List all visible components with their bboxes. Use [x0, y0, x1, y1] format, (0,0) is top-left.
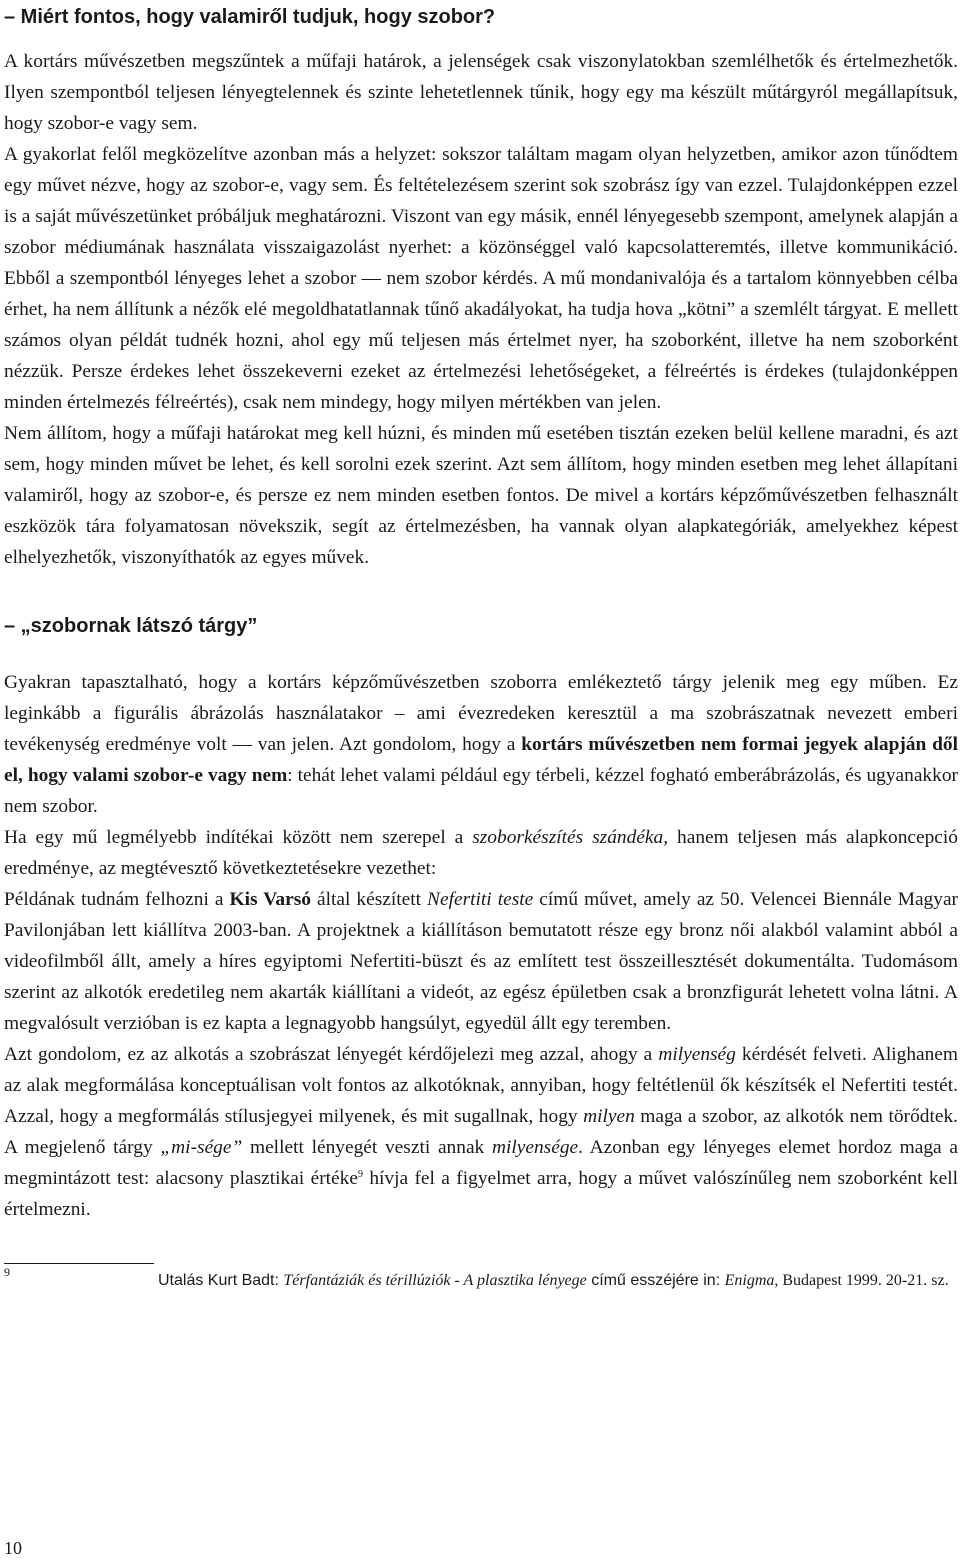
text-run: , Budapest 1999. 20-21. sz.	[774, 1272, 949, 1289]
footnote-reference[interactable]: 9	[357, 1169, 363, 1180]
text-run: maga a szobor, az alkotók nem törődtek. A megjelenő tárgy	[4, 1106, 958, 1158]
paragraph: A gyakorlat felől megközelítve azonban más a helyzet: sokszor találtam magam olyan helyzetben, amikor azon tűnődtem egy művet nézve, hogy az szobor-e, vagy sem. És feltételezésem szerint sok szobrász így van ezzel. Tulajdonképpen ezzel is a saját művészetünket próbáljuk meghatározni. Viszont van egy másik, ennél lényegesebb szempont, amelynek alapján a szobor médiumának használata visszaigazolást nyerhet: a közönséggel való kapcsolatteremtés, illetve kommunikáció. Ebből a szempontból lényeges lehet a szobor — nem szobor kérdés. A mű mondanivalója és a tartalom könnyebben célba érhet, ha nem állítunk a nézők elé megoldhatatlannak tűnő akadályokat, ha tudja hova „kötni” a szemlélt tárgyat. E mellett számos olyan példát tudnék hozni, ahol egy mű teljesen más értelmet nyer, ha szoborként, illetve ha nem szoborként nézzük. Persze érdekes lehet összekeverni ezeket az értelmezési lehetőségeket, a félreértés is érdekes (tulajdonképpen minden értelmezés félreértés), csak nem mindegy, hogy milyen mértékben van jelen.	[4, 144, 958, 413]
section-heading: – „szobornak látszó tárgy”	[4, 615, 258, 637]
bold-text: Kis Varsó	[229, 889, 311, 910]
text-run: kérdését felveti. Alighanem az alak megformálása konceptuálisan volt fontos az alkotóknak, annyiban, hogy feltétlenül ők készítsék el Nefertiti testét. Azzal, hogy a megformálás stílusjegyei milyenek, és mit sugallnak, hogy	[4, 1044, 959, 1127]
italic-text: Enigma	[724, 1272, 775, 1289]
text-run: című esszéjére in:	[586, 1272, 725, 1289]
italic-text: milyenség	[658, 1044, 736, 1065]
italic-text: szoborkészítés szándéka,	[472, 827, 669, 848]
text-run: Azt gondolom, ez az alkotás a szobrászat lényegét kérdőjelezi meg azzal, ahogy a	[4, 1044, 659, 1065]
bold-text: kortárs művészetben nem formai jegyek alapján dől el, hogy valami szobor-e vagy nem	[4, 734, 958, 786]
text-run: Gyakran tapasztalható, hogy a kortárs képzőművészetben szoborra emlékeztető tárgy jelenik meg egy műben. Ez leginkább a figurális ábrázolás használatakor – ami évezredeken keresztül a ma szobrászatnak nevezett emberi tevékenység eredménye volt — van jelen. Azt gondolom, hogy a	[4, 672, 958, 755]
text-run: : tehát lehet valami például egy térbeli, kézzel fogható emberábrázolás, és ugyanakkor nem szobor.	[4, 765, 958, 817]
italic-text: Térfantáziák és térillúziók - A plasztika lényege	[283, 1272, 587, 1289]
footnote-divider	[4, 1263, 154, 1264]
text-run: Ha egy mű legmélyebb indítékai között nem szerepel a	[4, 827, 473, 848]
paragraph	[4, 1039, 958, 1225]
italic-text: milyen	[583, 1106, 635, 1127]
paragraph	[4, 884, 958, 1039]
paragraph	[4, 667, 958, 822]
paragraph	[4, 822, 958, 884]
paragraph: Nem állítom, hogy a műfaji határokat meg kell húzni, és minden mű esetében tisztán ezeken belül kellene maradni, és azt sem, hogy minden művet be lehet, és kell sorolni ezek szerint. Azt sem állítom, hogy minden esetben meg lehet állapítani valamiről, hogy az szobor-e, és persze ez nem minden esetben fontos. De mivel a kortárs képzőművészetben felhasznált eszközök tára folyamatosan növekszik, segít az értelmezésben, ha vannak olyan alapkategóriák, amelyekhez képest elhelyezhetők, viszonyíthatók az egyes művek.	[4, 423, 958, 568]
italic-text: Nefertiti teste	[427, 889, 534, 910]
italic-text: milyensége	[491, 1137, 579, 1158]
text-run: hanem teljesen más alapkoncepció eredménye, az megtévesztő következtetésekre vezethet:	[4, 827, 958, 879]
text-run: . Azonban egy lényeges elemet hordoz maga a megmintázott test: alacsony plasztikai értéke	[4, 1137, 958, 1189]
text-run: mellett lényegét veszti annak	[242, 1137, 492, 1158]
text-run: című művet, amely az 50. Velencei Biennále Magyar Pavilonjában lett kiállítva 2003-ban. A projektnek a kiállításon bemutatott része egy bronz női alakból valamint abból a videofilmből állt, amely a híres egyiptomi Nefertiti-büszt és az említett test összeillesztését dokumentálta. Tudomásom szerint az alkotók eredetileg nem akarták kiállítani a videót, az egész épületben csak a bronzfigurát lehetett volna látni. A megvalósult verzióban is ez kapta a legnagyobb hangsúlyt, egyedül állt egy teremben.	[4, 889, 959, 1034]
footnote	[4, 1265, 958, 1292]
section-heading: – Miért fontos, hogy valamiről tudjuk, hogy szobor?	[4, 6, 496, 28]
text-run: hívja fel a figyelmet arra, hogy a művet valószínűleg nem szoborként kell értelmezni.	[4, 1168, 958, 1220]
page-number: 10	[4, 1538, 22, 1558]
paragraph: A kortárs művészetben megszűntek a műfaji határok, a jelenségek csak viszonylatokban szemlélhetők és értelmezhetők. Ilyen szempontból teljesen lényegtelennek és szinte lehetetlennek tűnik, hogy egy ma készült műtárgyról megállapítsuk, hogy szobor-e vagy sem.	[4, 51, 958, 134]
italic-text: „mi-sége”	[160, 1137, 243, 1158]
text-run: által készített	[310, 889, 428, 910]
text-run: Példának tudnám felhozni a	[4, 889, 230, 910]
text-run: Utalás Kurt Badt:	[158, 1272, 284, 1289]
footnote-number: 9	[4, 1265, 10, 1279]
page-content	[4, 2, 958, 1292]
